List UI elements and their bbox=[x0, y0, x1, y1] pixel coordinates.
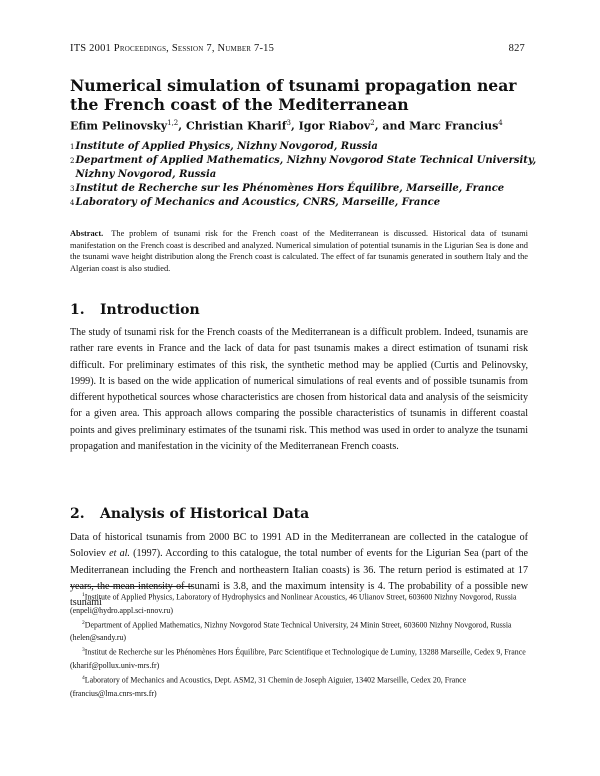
affiliation-item: 2 Department of Applied Mathematics, Nizhny Novgorod State Technical University, Nizhny Novgorod, Russia bbox=[70, 155, 537, 180]
author-name: Christian Kharif bbox=[185, 119, 287, 133]
author-affiliation-mark: 1,2 bbox=[167, 119, 179, 127]
footnote: $^4$Laboratory of Mechanics and Acoustics, Dept. ASM2, 31 Chemin de Joseph Aiguier, 13402 Marseille, Cedex 20, France (francius@lma.cnrs-mrs.fr) bbox=[70, 674, 467, 698]
footnote-divider bbox=[70, 586, 193, 587]
page-number: 827 bbox=[508, 43, 525, 54]
footnotes bbox=[70, 589, 530, 700]
running-header bbox=[70, 43, 525, 54]
introduction-paragraph: The study of tsunami risk for the French coasts of the Mediterranean is a difficult problem. Indeed, tsunamis are rather rare events in France and the lack of data for past tsunamis makes a direct estimation of tsunami risk difficult. For preliminary estimates of this risk, the synthetic method may be applied (Curtis and Pelinovsky, 1999). It is based on the wide application of numerical simulations of real events and of possible tsunamis from different hypothetical sources whose characteristics are chosen from historical data and analysis of the seismicity for a given area. This approach allows comparing the possible characteristics of tsunamis in different coastal points and gives preliminary estimates of the tsunami risk. This method was used in order to analyze the tsunami propagation and manifestation in the vicinity of the Mediterranean French coasts. bbox=[70, 327, 528, 453]
historical-data-paragraph: Data of historical tsunamis from 2000 BC to 1991 AD in the Mediterranean are collected in the catalogue of Soloviev et al. (1997). According to this catalogue, the total number of events for the Ligurian Sea (part of the Mediterranean including the French and northeastern Italian coasts) is 36. The return period is estimated at 17 years, the mean intensity of tsunami is 3.8, and the maximum intensity is 4. The probability of a possible new tsunami bbox=[70, 532, 528, 609]
affiliation-list bbox=[70, 140, 540, 210]
affiliation-item: 3 Institut de Recherche sur les Phénomènes Hors Équilibre, Marseille, France bbox=[70, 183, 505, 194]
abstract-label: Abstract. bbox=[70, 229, 104, 238]
footnote: $^1$Institute of Applied Physics, Laboratory of Hydrophysics and Nonlinear Acoustics, 46 Ulianov Street, 603600 Nizhny Novgorod, Russia (enpeli@hydro.appl.sci-nnov.ru) bbox=[70, 592, 517, 615]
affiliation-item: 1 Institute of Applied Physics, Nizhny Novgorod, Russia bbox=[70, 141, 378, 152]
author-name: Marc Francius bbox=[409, 119, 499, 133]
author-affiliation-mark: 3 bbox=[286, 119, 291, 127]
affiliation-item: 4 Laboratory of Mechanics and Acoustics, CNRS, Marseille, France bbox=[70, 197, 441, 208]
author-name: Efim Pelinovsky bbox=[70, 119, 168, 133]
footnote: $^2$Department of Applied Mathematics, Nizhny Novgorod State Technical University, 24 Minin Street, 603600 Nizhny Novgorod, Russia (helen@sandy.ru) bbox=[70, 619, 512, 643]
abstract bbox=[70, 228, 528, 274]
author-list: Efim Pelinovsky$^{1,2}$, Christian Kharif$^3$, Igor Riabov$^2$, and Marc Francius$^4$ bbox=[70, 119, 503, 133]
author-affiliation-mark: 4 bbox=[498, 119, 503, 127]
author-affiliation-mark: 2 bbox=[370, 119, 375, 127]
abstract-text: The problem of tsunami risk for the French coast of the Mediterranean is discussed. Historical data of tsunami manifestation on the French coast is described and analyzed. Numerical simulation of potential tsunamis in the Ligurian Sea is done and the tsunami wave height distribution along the French coast is calculated. The effect of far tsunamis generated in southern Italy and the Algerian coast is also studied. bbox=[70, 229, 528, 273]
footnote: $^3$Institut de Recherche sur les Phénomènes Hors Équilibre, Parc Scientifique et Technologique de Luminy, 13288 Marseille, Cedex 9, France (kharif@pollux.univ-mrs.fr) bbox=[70, 647, 526, 670]
author-name: Igor Riabov bbox=[298, 119, 371, 133]
section-heading-introduction: 1. Introduction bbox=[70, 302, 200, 318]
section-heading-historical-data: 2. Analysis of Historical Data bbox=[70, 506, 310, 522]
running-title: ITS 2001 Proceedings, Session 7, Number 7-15 bbox=[70, 43, 275, 54]
paper-title: Numerical simulation of tsunami propagation near the French coast of the Mediterranean bbox=[70, 76, 517, 114]
